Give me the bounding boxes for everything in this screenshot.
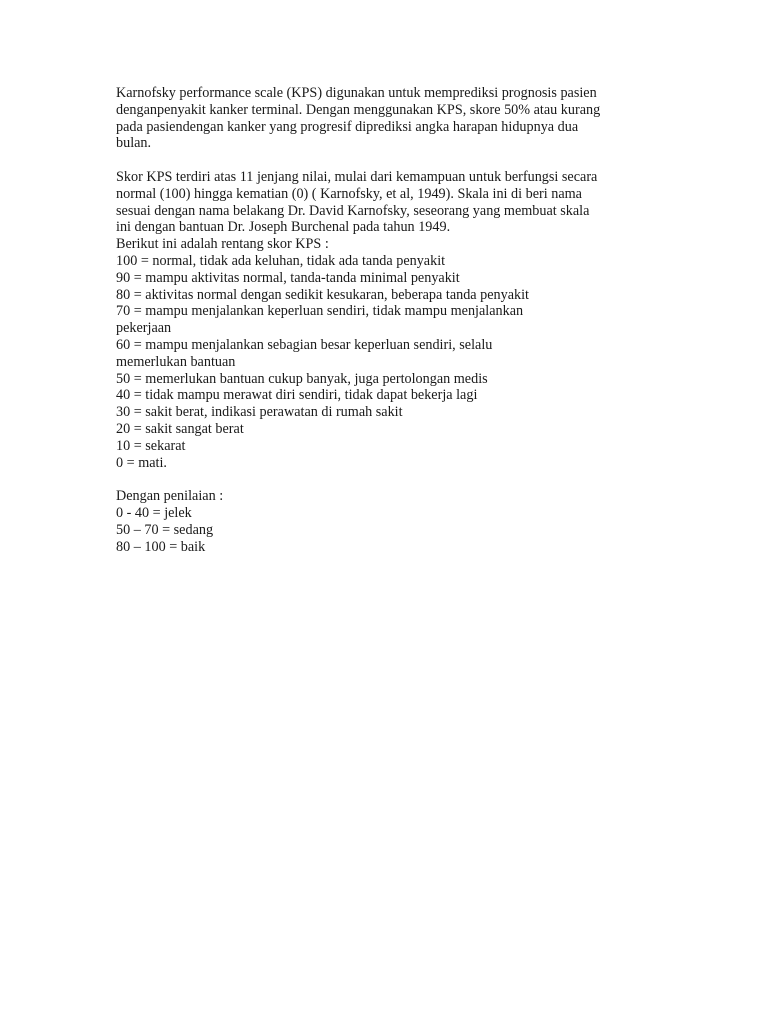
assessment-item: 80 – 100 = baik (116, 538, 206, 555)
scale-item: 100 = normal, tidak ada keluhan, tidak ada tanda penyakit (116, 252, 446, 269)
text-line: Karnofsky performance scale (KPS) digunakan untuk memprediksi prognosis pasien (116, 85, 597, 101)
assessment-heading: Dengan penilaian : (116, 488, 224, 505)
scale-item: 10 = sekarat (116, 437, 186, 454)
scale-item: 20 = sakit sangat berat (116, 420, 244, 437)
intro-paragraph (116, 85, 656, 152)
description-paragraph (116, 169, 656, 253)
scale-item: 90 = mampu aktivitas normal, tanda-tanda minimal penyakit (116, 269, 460, 286)
text-line: normal (100) hingga kematian (0) ( Karnofsky, et al, 1949). Skala ini di beri nama (116, 185, 582, 202)
scale-item: 40 = tidak mampu merawat diri sendiri, tidak dapat bekerja lagi (116, 387, 478, 404)
paragraph-gap (116, 152, 656, 169)
scale-item: 0 = mati. (116, 454, 167, 471)
document-body (116, 85, 656, 555)
text-line: ini dengan bantuan Dr. Joseph Burchenal pada tahun 1949. (116, 219, 451, 236)
paragraph-gap (116, 471, 656, 488)
text-line: pada pasiendengan kanker yang progresif diprediksi angka harapan hidupnya dua (116, 118, 579, 135)
assessment-item: 50 – 70 = sedang (116, 521, 214, 538)
text-line: bulan. (116, 135, 152, 152)
scale-item: 60 = mampu menjalankan sebagian besar keperluan sendiri, selalu (116, 336, 493, 353)
assessment-item: 0 - 40 = jelek (116, 504, 192, 521)
text-line: Berikut ini adalah rentang skor KPS : (116, 236, 329, 253)
assessment-list (116, 488, 656, 555)
scale-item: 50 = memerlukan bantuan cukup banyak, juga pertolongan medis (116, 370, 488, 387)
text-line: denganpenyakit kanker terminal. Dengan menggunakan KPS, skore 50% atau kurang (116, 101, 601, 118)
scale-item: 70 = mampu menjalankan keperluan sendiri, tidak mampu menjalankan (116, 303, 524, 320)
scale-item: pekerjaan (116, 320, 172, 337)
text-line: Skor KPS terdiri atas 11 jenjang nilai, mulai dari kemampuan untuk berfungsi secara (116, 168, 598, 185)
text-line: sesuai dengan nama belakang Dr. David Karnofsky, seseorang yang membuat skala (116, 202, 590, 219)
scale-item: memerlukan bantuan (116, 353, 236, 370)
scale-item: 80 = aktivitas normal dengan sedikit kesukaran, beberapa tanda penyakit (116, 286, 529, 303)
scale-item: 30 = sakit berat, indikasi perawatan di rumah sakit (116, 404, 403, 421)
kps-scale-list (116, 253, 656, 471)
